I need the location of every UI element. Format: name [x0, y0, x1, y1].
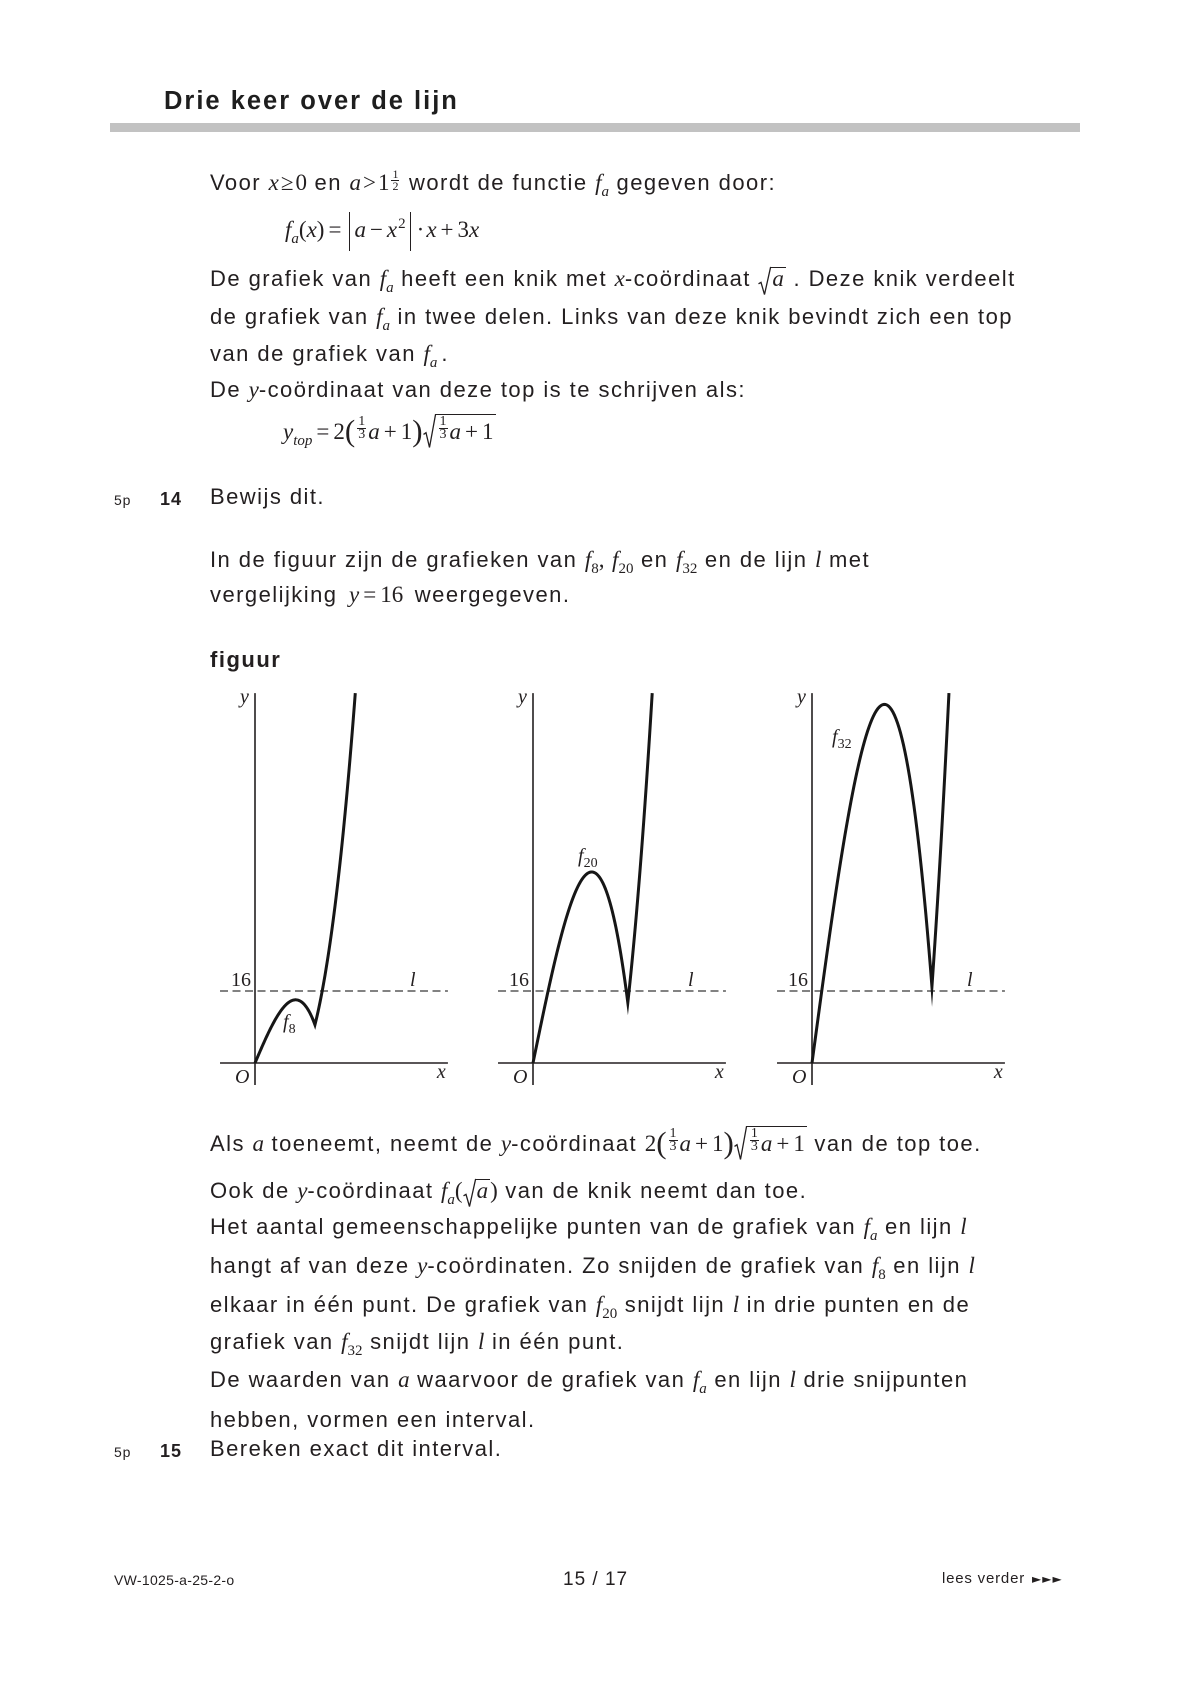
- text: van de knik neemt dan toe.: [505, 1178, 808, 1203]
- math-var: a: [679, 1131, 692, 1156]
- math-subscript: 32: [347, 1343, 363, 1359]
- math-var: f: [595, 1292, 603, 1317]
- question-15-points: 5p: [114, 1444, 132, 1460]
- math-subscript: a: [386, 280, 394, 296]
- math-function: [871, 1253, 886, 1283]
- y-tick-label: 16: [509, 969, 529, 991]
- math-condition-x: [269, 170, 307, 195]
- math-sqrt: [758, 266, 786, 291]
- math-paren: ): [316, 217, 325, 242]
- sqrt: [423, 414, 496, 442]
- radical-sign: [734, 1126, 747, 1160]
- math-paren: ): [412, 413, 423, 448]
- math-var: l: [477, 1329, 485, 1354]
- triple-arrow-icon: ►►►: [1032, 1572, 1063, 1586]
- math-formula: [644, 1125, 807, 1160]
- math-subscript: a: [869, 1228, 878, 1244]
- text: De waarden van: [210, 1367, 391, 1392]
- text: weergegeven.: [414, 582, 571, 607]
- math-num: 1: [482, 419, 494, 444]
- math-var: x: [469, 217, 480, 242]
- math-subscript: 8: [878, 1267, 886, 1283]
- radicand: a: [772, 266, 784, 291]
- fraction: [669, 1128, 678, 1153]
- math-subscript: a: [447, 1192, 455, 1208]
- math-function: [379, 266, 394, 296]
- text: Voor: [210, 170, 262, 195]
- math-num: 1: [712, 1131, 724, 1156]
- math-num: 1: [793, 1131, 805, 1156]
- text: de grafiek van: [210, 304, 369, 329]
- fraction: [357, 416, 366, 441]
- radical-sign: [758, 267, 771, 295]
- fraction-numerator: 1: [669, 1126, 677, 1141]
- math-function: [863, 1214, 878, 1244]
- text: De: [210, 377, 242, 402]
- math-var: a: [368, 419, 380, 444]
- fraction-numerator: 1: [358, 414, 366, 429]
- text: wordt de functie: [409, 170, 588, 195]
- math-var: y: [283, 419, 294, 444]
- fraction-denominator: 3: [358, 427, 366, 442]
- fraction-denominator: 3: [750, 1139, 758, 1154]
- math-var: y: [248, 377, 259, 402]
- math-var: x: [614, 266, 625, 291]
- curve-label-f: f: [578, 845, 584, 867]
- math-num: 16: [380, 582, 404, 607]
- y-tick-label: 16: [788, 969, 808, 991]
- curve-graph: [812, 693, 949, 1063]
- math-op: +: [776, 1131, 790, 1156]
- curve-label-f: f: [283, 1011, 289, 1033]
- radicand: [436, 414, 496, 442]
- math-formula: [283, 413, 496, 449]
- fraction: [391, 169, 399, 192]
- abs-bar-right: [410, 212, 411, 251]
- math-paren: (: [298, 217, 307, 242]
- origin-label: O: [235, 1066, 250, 1088]
- math-condition-a: [349, 167, 401, 195]
- math-subscript: a: [291, 231, 299, 247]
- text: en lijn: [885, 1214, 953, 1239]
- text: van de top toe.: [814, 1131, 982, 1156]
- graph-panel-2: [498, 686, 726, 1088]
- text: snijdt lijn: [370, 1329, 471, 1354]
- math-formula: [441, 1178, 498, 1208]
- text: drie snijpunten: [803, 1367, 969, 1392]
- question-14-points: 5p: [114, 492, 132, 508]
- math-function: [341, 1329, 363, 1359]
- math-var: a: [354, 217, 366, 242]
- math-subscript: top: [293, 433, 313, 449]
- math-paren: (: [656, 1125, 667, 1160]
- origin-label: O: [513, 1066, 528, 1088]
- text: en lijn: [893, 1253, 961, 1278]
- math-var: y: [297, 1178, 308, 1203]
- fraction-denominator: 3: [439, 427, 447, 442]
- text: -coördinaat: [307, 1178, 434, 1203]
- math-function: [595, 170, 609, 200]
- body-line-4: [210, 1244, 975, 1288]
- math-var: x: [426, 217, 437, 242]
- math-function: [675, 547, 698, 577]
- math-var: x: [386, 217, 398, 242]
- text: .: [441, 341, 449, 366]
- math-subscript: 8: [591, 561, 599, 577]
- math-subscript: a: [601, 184, 609, 200]
- ytop-formula: [283, 410, 496, 454]
- y-axis-label: y: [240, 686, 249, 709]
- body-line-3: [210, 1205, 967, 1249]
- text: gegeven door:: [616, 170, 777, 195]
- page-title: Drie keer over de lijn: [164, 87, 459, 115]
- text: . Deze knik verdeelt: [793, 266, 1016, 291]
- x-axis-label: x: [436, 1061, 446, 1083]
- text: toeneemt, neemt de: [271, 1131, 494, 1156]
- text: en de lijn: [704, 547, 808, 572]
- math-subscript: a: [382, 318, 390, 334]
- math-op: ·: [416, 217, 425, 242]
- text: van de grafiek van: [210, 341, 416, 366]
- math-var: l: [789, 1367, 796, 1392]
- math-function: [584, 547, 605, 577]
- math-equation: [349, 582, 403, 607]
- math-subscript: a: [429, 355, 438, 371]
- text: Ook de: [210, 1178, 290, 1203]
- curve-label: [578, 845, 598, 871]
- radical-sign: [423, 414, 436, 448]
- math-var: f: [376, 304, 383, 329]
- text: en lijn: [714, 1367, 782, 1392]
- math-subscript: 32: [682, 561, 698, 577]
- curve-graph: [255, 693, 355, 1063]
- math-var: a: [252, 1131, 264, 1156]
- intro-line-6: [210, 368, 746, 412]
- curve-label-f: f: [832, 726, 838, 748]
- math-var: a: [349, 170, 361, 195]
- math-num: 3: [457, 217, 470, 242]
- math-var: a: [760, 1131, 773, 1156]
- text: elkaar in één punt. De grafiek van: [210, 1292, 589, 1317]
- graph-panel-1: [220, 686, 448, 1088]
- math-op: +: [440, 217, 454, 242]
- math-paren: (: [454, 1178, 463, 1203]
- line-l-label: l: [967, 969, 973, 991]
- text: grafiek van: [210, 1329, 334, 1354]
- math-op: ≥: [280, 170, 294, 195]
- body-line-1: [210, 1122, 982, 1166]
- text: vergelijking: [210, 582, 338, 607]
- math-var: a: [449, 419, 462, 444]
- math-var: f: [863, 1214, 870, 1239]
- math-var: f: [584, 547, 592, 572]
- text: -coördinaat: [511, 1131, 638, 1156]
- abs-bar-left: [349, 212, 350, 251]
- curve-graph: [533, 693, 652, 1063]
- exam-code: VW-1025-a-25-2-o: [114, 1572, 235, 1588]
- text: -coördinaat van deze top is te schrijven als:: [258, 377, 746, 402]
- math-op: =: [328, 217, 342, 242]
- text: en: [641, 547, 669, 572]
- figure-intro-line-2: [210, 573, 570, 617]
- curve-label-subscript: 8: [288, 1022, 296, 1037]
- math-var: l: [732, 1292, 740, 1317]
- math-num: 1: [400, 419, 413, 444]
- continue-note: [942, 1571, 1063, 1587]
- x-axis-label: x: [993, 1061, 1003, 1083]
- text: waarvoor de grafiek van: [417, 1367, 686, 1392]
- math-paren: (: [344, 413, 356, 448]
- curve-label: [283, 1011, 296, 1037]
- intro-line-1: [210, 161, 776, 205]
- math-var: f: [675, 547, 683, 572]
- fraction-numerator: 1: [392, 167, 399, 181]
- curve-label-subscript: 32: [837, 737, 852, 752]
- text: Als: [210, 1131, 245, 1156]
- text: in één punt.: [491, 1329, 625, 1354]
- math-var: f: [441, 1178, 448, 1203]
- math-var: l: [815, 547, 822, 572]
- body-line-7: [210, 1358, 968, 1402]
- math-formula: [285, 216, 480, 247]
- math-var: f: [285, 217, 292, 242]
- math-op: +: [383, 419, 397, 444]
- y-axis-label: y: [518, 686, 527, 709]
- figure-caption: figuur: [210, 647, 282, 672]
- math-var: x: [306, 217, 317, 242]
- math-var: l: [960, 1214, 967, 1239]
- math-subscript: 20: [602, 1306, 618, 1322]
- math-var: l: [968, 1253, 975, 1278]
- text: hangt af van deze: [210, 1253, 410, 1278]
- curve-label: [832, 726, 852, 752]
- math-function: [612, 547, 634, 577]
- math-op: >: [362, 170, 376, 195]
- question-15-text: Bereken exact dit interval.: [210, 1436, 503, 1461]
- radicand: [747, 1126, 807, 1154]
- x-axis-label: x: [714, 1061, 724, 1083]
- question-15-number: 15: [160, 1441, 183, 1461]
- y-tick-label: 16: [231, 969, 251, 991]
- radical-sign: [463, 1179, 476, 1207]
- sqrt: [734, 1126, 807, 1154]
- math-op: +: [695, 1131, 708, 1156]
- math-exponent: 2: [398, 216, 406, 232]
- math-var: f: [379, 266, 387, 291]
- math-var: a: [398, 1367, 410, 1392]
- math-op: −: [369, 217, 383, 242]
- math-var: y: [417, 1253, 428, 1278]
- math-var: f: [341, 1329, 348, 1354]
- graph-panel-3: [777, 686, 1005, 1088]
- math-paren: ): [723, 1125, 734, 1160]
- page-number: 15 / 17: [563, 1569, 629, 1590]
- math-op: =: [316, 419, 330, 444]
- origin-label: O: [792, 1066, 807, 1088]
- y-axis-label: y: [797, 686, 806, 709]
- math-num: 2: [644, 1131, 657, 1156]
- math-var: f: [595, 170, 602, 195]
- math-op: =: [363, 582, 377, 607]
- text: en: [314, 170, 342, 195]
- math-num: 0: [295, 170, 307, 195]
- math-paren: ): [490, 1178, 498, 1203]
- question-14-number: 14: [160, 489, 183, 509]
- math-subscript: 20: [618, 561, 634, 577]
- math-num: 2: [333, 419, 345, 444]
- math-num: 1: [377, 170, 390, 195]
- math-var: y: [500, 1131, 512, 1156]
- fraction-numerator: 1: [750, 1126, 758, 1141]
- line-l-label: l: [410, 969, 416, 991]
- line-l-label: l: [688, 969, 694, 991]
- fraction: [439, 416, 448, 441]
- math-comma: ,: [598, 547, 605, 572]
- fraction-denominator: 3: [669, 1139, 677, 1154]
- math-var: f: [871, 1253, 879, 1278]
- figure-graphs: [200, 680, 1030, 1100]
- math-function: [423, 341, 438, 371]
- fraction-numerator: 1: [439, 414, 447, 429]
- text: In de figuur zijn de grafieken van: [210, 547, 578, 572]
- text: met: [828, 547, 871, 572]
- math-var: y: [349, 582, 360, 607]
- fraction-denominator: 2: [392, 179, 399, 193]
- math-var: x: [268, 170, 279, 195]
- sqrt: [758, 267, 786, 289]
- math-var: f: [692, 1367, 700, 1392]
- text: Het aantal gemeenschappelijke punten van de grafiek van: [210, 1214, 857, 1239]
- continue-text: lees verder: [942, 1570, 1026, 1587]
- text: in twee delen. Links van deze knik bevindt zich een top: [397, 304, 1013, 329]
- curve-label-subscript: 20: [583, 856, 598, 871]
- question-14-text: Bewijs dit.: [210, 484, 325, 509]
- math-subscript: a: [699, 1381, 707, 1397]
- text: -coördinaat: [624, 266, 751, 291]
- fraction: [750, 1128, 759, 1153]
- text: De grafiek van: [210, 266, 373, 291]
- text: heeft een knik met: [401, 266, 608, 291]
- math-var: f: [423, 341, 430, 366]
- text: -coördinaten. Zo snijden de grafiek van: [427, 1253, 865, 1278]
- title-rule: [110, 123, 1080, 132]
- function-definition: [285, 208, 479, 252]
- math-var: f: [612, 547, 619, 572]
- math-function: [692, 1367, 707, 1397]
- math-function: [595, 1292, 618, 1322]
- sqrt: [463, 1179, 491, 1201]
- math-op: +: [465, 419, 478, 444]
- math-function: [376, 304, 390, 334]
- text: snijdt lijn: [624, 1292, 726, 1317]
- radicand: a: [476, 1178, 489, 1203]
- text: in drie punten en de: [746, 1292, 971, 1317]
- body-line-8: hebben, vormen een interval.: [210, 1407, 536, 1432]
